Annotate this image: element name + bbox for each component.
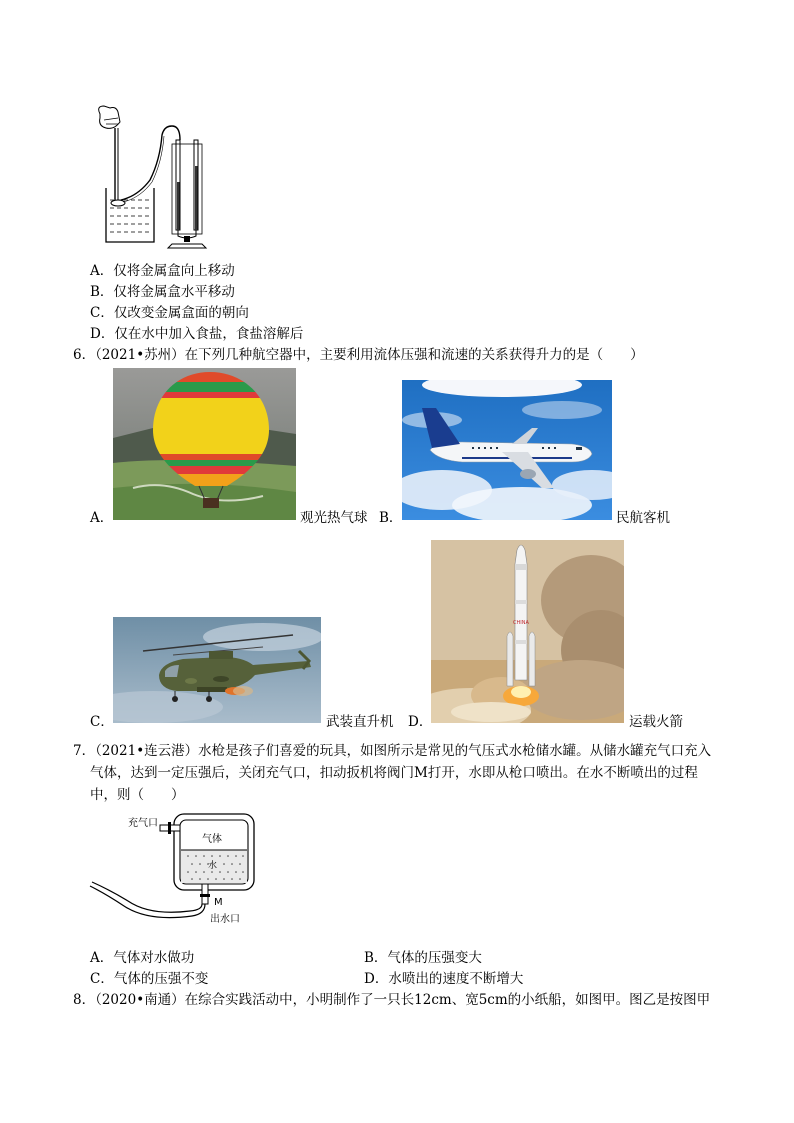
hot-air-balloon-image xyxy=(113,368,296,520)
q6-option-c-letter[interactable]: C． xyxy=(90,714,114,730)
q6-option-a-letter[interactable]: A． xyxy=(90,510,114,526)
inlet-label: 充气口 xyxy=(128,818,158,829)
q7-stem-line1: 7．（2021•连云港）水枪是孩子们喜爱的玩具，如图所示是常见的气压式水枪储水罐。从储水罐充气口充入 xyxy=(73,743,712,759)
valve-label: M xyxy=(214,897,223,908)
q7-option-d[interactable]: D．水喷出的速度不断增大 xyxy=(364,971,524,987)
q6-option-b-letter[interactable]: B． xyxy=(379,510,403,526)
q5-option-d[interactable]: D．仅在水中加入食盐，食盐溶解后 xyxy=(90,326,304,342)
q6-option-d-letter[interactable]: D． xyxy=(408,714,433,730)
water-label: 水 xyxy=(208,861,218,871)
svg-text:CHINA: CHINA xyxy=(513,620,529,626)
airliner-image xyxy=(402,380,612,520)
q7-stem-line3: 中，则（ ） xyxy=(90,787,185,803)
q5-option-b[interactable]: B．仅将金属盒水平移动 xyxy=(90,284,235,300)
q5-option-c[interactable]: C．仅改变金属盒面的朝向 xyxy=(90,305,249,321)
q6-option-c-text[interactable]: 武装直升机 xyxy=(326,714,394,730)
q6-option-a-text[interactable]: 观光热气球 xyxy=(300,510,368,526)
water-gun-tank-figure xyxy=(88,806,268,934)
gas-label: 气体 xyxy=(202,834,222,845)
q7-option-c[interactable]: C．气体的压强不变 xyxy=(90,971,209,987)
q7-option-a[interactable]: A．气体对水做功 xyxy=(90,950,195,966)
outlet-label: 出水口 xyxy=(210,914,240,925)
q7-stem-line2: 气体，达到一定压强后，关闭充气口，扣动扳机将阀门M打开，水即从枪口喷出。在水不断喷出的过程 xyxy=(90,765,698,781)
q5-option-a[interactable]: A．仅将金属盒向上移动 xyxy=(90,263,235,279)
q8-stem: 8．（2020•南通）在综合实践活动中，小明制作了一只长12cm、宽5cm的小纸船，如图甲。图乙是按图甲 xyxy=(73,992,711,1008)
q6-stem: 6．（2021•苏州）在下列几种航空器中，主要利用流体压强和流速的关系获得升力的是（ ） xyxy=(73,347,644,363)
helicopter-image xyxy=(113,617,321,723)
rocket-image xyxy=(431,540,624,723)
q6-option-d-text[interactable]: 运载火箭 xyxy=(629,714,683,730)
pressure-probe-figure xyxy=(88,100,218,250)
q7-option-b[interactable]: B．气体的压强变大 xyxy=(364,950,482,966)
q6-option-b-text[interactable]: 民航客机 xyxy=(616,510,670,526)
